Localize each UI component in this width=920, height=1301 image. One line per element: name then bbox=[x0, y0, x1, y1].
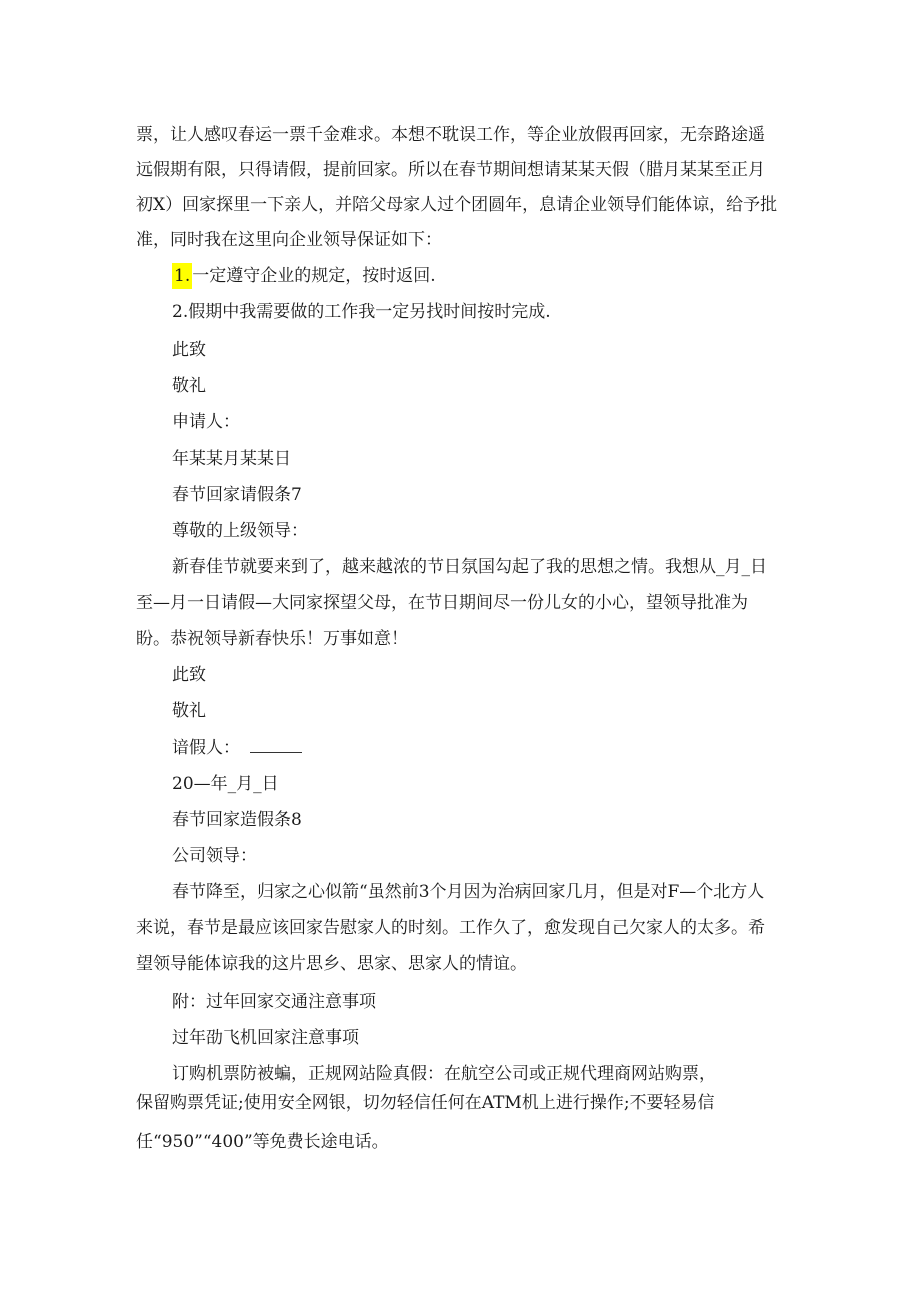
paragraph-line: 票，让人感叹春运一票千金难求。本想不耽误工作，等企业放假再回家，无奈路途遥 bbox=[136, 125, 765, 145]
paragraph-line: 新春佳节就要来到了，越来越浓的节日氛国勾起了我的思想之情。我想从_月_日 bbox=[172, 557, 767, 577]
salutation: 公司领导： bbox=[172, 846, 257, 866]
closing-cizhi: 此致 bbox=[172, 665, 206, 685]
paragraph-line: 至—月一日请假—大同家探望父母，在节日期间尽一份儿女的小心，望领导批准为 bbox=[136, 593, 748, 613]
paragraph-line: 初X）回家探里一下亲人，并陪父母家人过个团圆年，息请企业领导们能体谅，给予批 bbox=[136, 195, 778, 215]
paragraph-line: 春节降至，归家之心似箭“虽然前3个月因为治病回家几月，但是对F—个北方人 bbox=[172, 882, 765, 902]
applicant-label: 申请人： bbox=[172, 412, 240, 432]
paragraph-line: 远假期有限，只得请假，提前回家。所以在春节期间想请某某天假（腊月某某至正月 bbox=[136, 160, 765, 180]
closing-cizhi: 此致 bbox=[172, 340, 206, 360]
list-item-1-text: 一定遵守企业的规定，按时返回. bbox=[192, 266, 436, 286]
paragraph-line: 保留购票凭证;使用安全网银，切勿轻信任何在ATM机上进行操作;不要轻易信 bbox=[136, 1093, 715, 1113]
paragraph-line: 订购机票防被蝙，正规网站险真假：在航空公司或正规代理商网站购票， bbox=[172, 1064, 716, 1084]
paragraph-line: 准，同时我在这里向企业领导保证如下： bbox=[136, 230, 442, 250]
section-title: 春节回家请假条7 bbox=[172, 485, 302, 505]
closing-jingli: 敬礼 bbox=[172, 701, 206, 721]
paragraph-line: 来说，春节是最应该回家告慰家人的时刻。工作久了，愈发现自己欠家人的太多。希 bbox=[136, 918, 765, 938]
subsection-title: 过年劭飞机回家注意事项 bbox=[172, 1028, 359, 1048]
date-line: 年某某月某某日 bbox=[172, 449, 291, 469]
applicant-label-text: 谙假人： bbox=[172, 738, 240, 758]
appendix-title: 附：过年回家交通注意事项 bbox=[172, 992, 376, 1012]
paragraph-line: 望领导能体谅我的这片思乡、思家、思家人的情谊。 bbox=[136, 954, 527, 974]
applicant-label bbox=[172, 737, 302, 759]
list-marker-highlight: 1. bbox=[172, 263, 192, 289]
salutation: 尊敬的上级领导： bbox=[172, 521, 308, 541]
paragraph-line: 任“950”“400”等免费长途电话。 bbox=[136, 1132, 389, 1152]
date-line: 20—年_月_日 bbox=[172, 774, 279, 794]
paragraph-line: 盼。恭祝领导新春快乐！万事如意！ bbox=[136, 629, 408, 649]
list-item-2: 2.假期中我需要做的工作我一定另找时间按时完成. bbox=[172, 302, 551, 322]
signature-blank bbox=[250, 737, 302, 753]
closing-jingli: 敬礼 bbox=[172, 376, 206, 396]
section-title: 春节回家造假条8 bbox=[172, 810, 302, 830]
list-item-1 bbox=[172, 265, 436, 287]
